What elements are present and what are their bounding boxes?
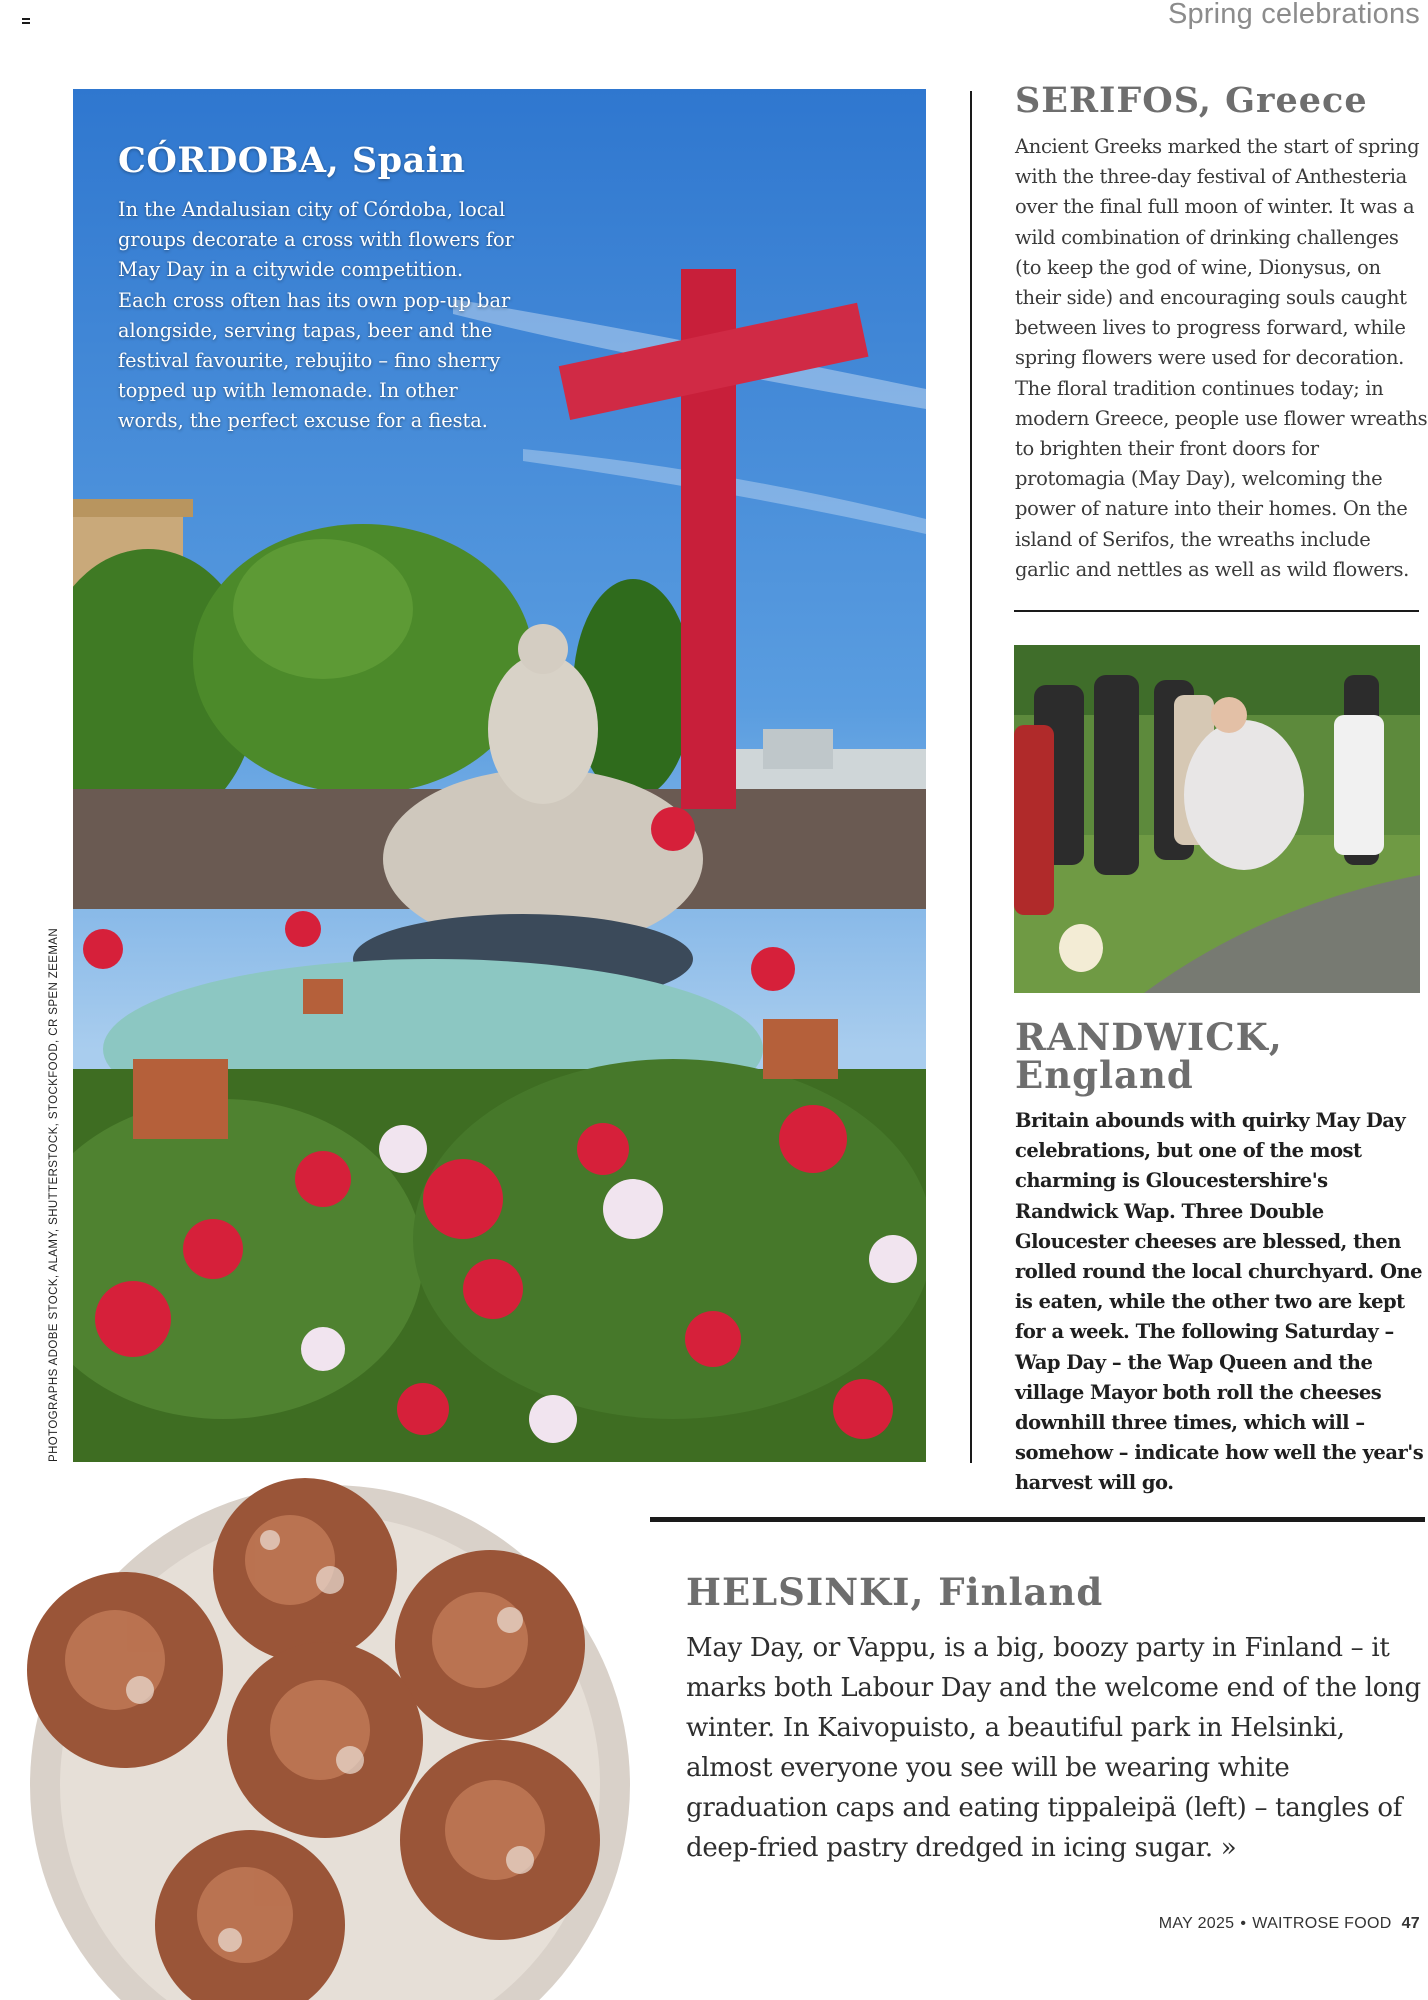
cordoba-title: CÓRDOBA, Spain	[118, 140, 466, 181]
photo-credit: PHOTOGRAPHS ADOBE STOCK, ALAMY, SHUTTERSTOCK, STOCKFOOD, CR SPEN ZEEMAN	[48, 927, 60, 1462]
serifos-body: Ancient Greeks marked the start of spring with the three-day festival of Anthesteria over the final full moon of winter. It was a wild combination of drinking challenges (to keep the god of wine, Dionysus, on their side) and encouraging souls caught between lives to progress forward, while spring flowers were used for decoration. The floral tradition continues today; in modern Greece, people use flower wreaths to brighten their front doors for protomagia (May Day), welcoming the power of nature into their homes. On the island of Serifos, the wreaths include garlic and nettles as well as wild flowers.	[1015, 135, 1428, 581]
serifos-title: SERIFOS, Greece	[1015, 80, 1368, 121]
footer-issue: MAY 2025	[1158, 1915, 1235, 1932]
section-divider	[1014, 610, 1419, 612]
randwick-cheese-rolling-photo	[1014, 645, 1420, 993]
helsinki-title: HELSINKI, Finland	[686, 1570, 1104, 1614]
helsinki-body: May Day, or Vappu, is a big, boozy party in Finland – it marks both Labour Day and the welcome end of the long winter. In Kaivopuisto, a beautiful park in Helsinki, almost everyone you see will be wearing white graduation caps and eating tippaleipä (left) – tangles of deep-fried pastry dredged in icing sugar. »	[686, 1633, 1421, 1863]
footer-separator: •	[1240, 1915, 1247, 1932]
randwick-body: Britain abounds with quirky May Day celebrations, but one of the most charming is Gloucestershire's Randwick Wap. Three Double Gloucester cheeses are blessed, then rolled round the local churchyard. One is eaten, while the other two are kept for a week. The following Saturday – Wap Day – the Wap Queen and the village Mayor both roll the cheeses downhill three times, which will – somehow – indicate how well the year's harvest will go.	[1015, 1109, 1424, 1495]
page-footer	[1159, 1915, 1420, 1933]
page-corner-mark	[22, 18, 30, 26]
page-number: 47	[1401, 1915, 1420, 1932]
tippaleipa-pastry-photo	[0, 1470, 650, 2000]
footer-magazine: WAITROSE FOOD	[1252, 1915, 1392, 1932]
randwick-title: RANDWICK, England	[1015, 1015, 1283, 1097]
column-divider	[970, 91, 972, 1463]
cordoba-body: In the Andalusian city of Córdoba, local groups decorate a cross with flowers for May Day in a citywide competition. Each cross often has its own pop-up bar alongside, serving tapas, beer and the festival favourite, rebujito – fino sherry topped up with lemonade. In other words, the perfect excuse for a fiesta.	[118, 198, 514, 433]
section-label: Spring celebrations	[1167, 0, 1420, 30]
